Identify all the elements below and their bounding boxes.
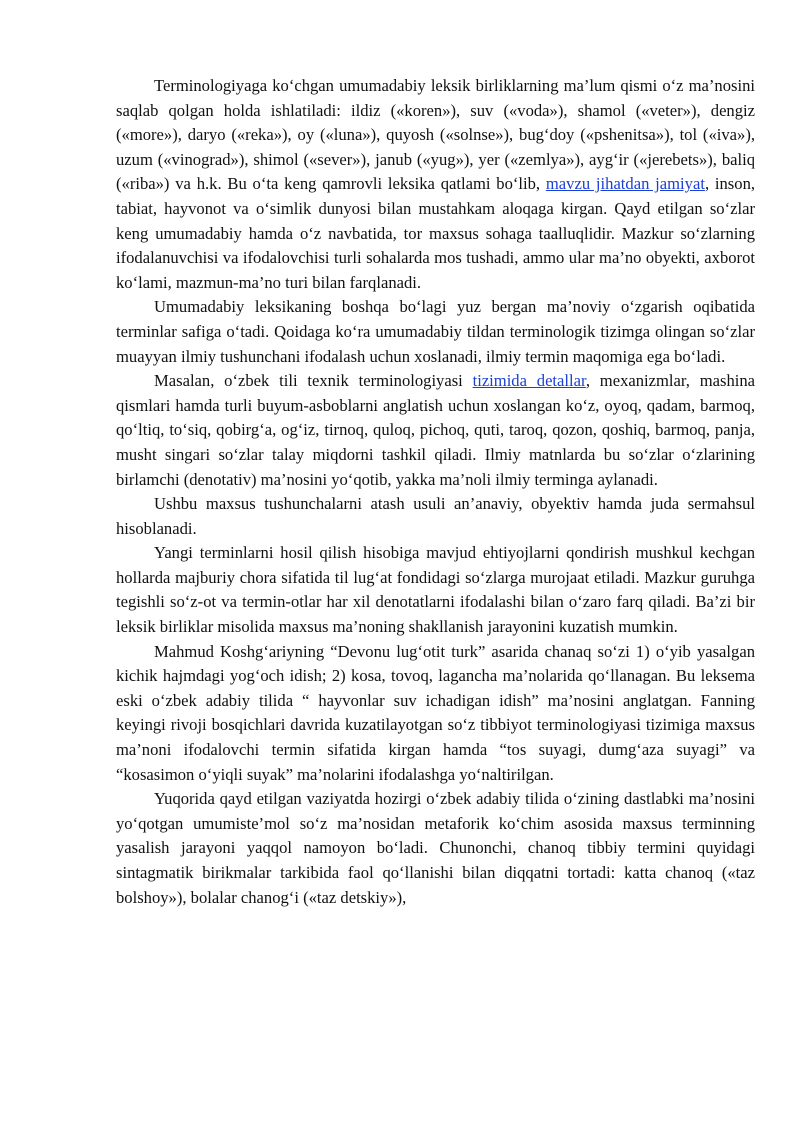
paragraph — [116, 74, 755, 295]
paragraph: Ushbu maxsus tushunchalarni atash usuli an’anaviy, obyektiv hamda juda sermahsul hisoblanadi. — [116, 494, 755, 538]
paragraph: Umumadabiy leksikaning boshqa bo‘lagi yuz bergan ma’noviy o‘zgarish oqibatida terminlar safiga o‘tadi. Qoidaga ko‘ra umumadabiy tildan terminologik tizimga olingan so‘zlar muayyan ilmiy tushunchani ifodalash uchun xoslanadi, ilmiy termin maqomiga ega bo‘ladi. — [116, 297, 755, 366]
paragraph: Mahmud Koshg‘ariyning “Devonu lug‘otit turk” asarida chanaq so‘zi 1) o‘yib yasalgan kichik hajmdagi yog‘och idish; 2) kosa, tovoq, lagancha ma’nolarida qo‘llanagan. Bu leksema eski o‘zbek adabiy tilida “ hayvonlar suv ichadigan idish” ma’nosini anglatgan. Fanning keyingi rivoji bosqichlari davrida kuzatilayotgan so‘z tibbiyot terminologiyasi tizimiga maxsus ma’noni ifodalovchi termin sifatida kirgan hamda “tos suyagi, dumg‘aza suyagi” va “kosasimon o‘yiqli suyak” ma’nolarini ifodalashga yo‘naltirilgan. — [116, 641, 755, 784]
paragraph-text: Terminologiyaga ko‘chgan umumadabiy leksik birliklarning ma’lum qismi o‘z ma’nosini saqlab qolgan holda ishlatiladi: ildiz («koren»), suv («voda»), shamol («veter»), dengiz («more»), daryo («reka»), oy («luna»), quyosh («solnse»), bug‘doy («pshenitsa»), tol («iva»), uzum («vinograd»), shimol («sever»), janub («yug»), yer («zemlya»), ayg‘ir («jerebets»), baliq («riba») va h.k. Bu o‘ta keng qamrovli leksika qatlami bo‘lib, — [116, 76, 755, 194]
hyperlink[interactable]: tizimida detallar — [472, 371, 586, 391]
document-page — [116, 74, 755, 910]
paragraph-text: , mexanizmlar, mashina qismlari hamda turli buyum-asboblarni anglatish uchun xoslangan ko‘z, oyoq, qadam, barmoq, qo‘ltiq, to‘siq, qobirg‘a, og‘iz, tirnoq, quloq, pichoq, quti, taroq, qozon, qoshiq, barmoq, panja, musht singari so‘zlar talay miqdorni tashkil qiladi. Ilmiy matnlarda bu so‘zlar o‘zlarining birlamchi (denotativ) ma’nosini yo‘qotib, yakka ma’noli ilmiy terminga aylanadi. — [116, 371, 756, 489]
paragraph: Yangi terminlarni hosil qilish hisobiga mavjud ehtiyojlarni qondirish mushkul kechgan hollarda majburiy chora sifatida til lug‘at fondidagi so‘zlarga murojaat etiladi. Mazkur guruhga tegishli so‘z-ot va termin-otlar har xil denotatlarni ifodalashi bilan o‘zaro farq qiladi. Ba’zi bir leksik birliklar misolida maxsus ma’noning shakllanish jarayonini kuzatish mumkin. — [116, 543, 755, 637]
hyperlink[interactable]: mavzu jihatdan jamiyat — [545, 174, 705, 194]
paragraph-text: Masalan, o‘zbek tili texnik terminologiyasi — [154, 371, 473, 391]
paragraph-text: , inson, tabiat, hayvonot va o‘simlik dunyosi bilan mustahkam aloqaga kirgan. Qayd etilgan so‘zlar keng umumadabiy hamda o‘z navbatida, tor maxsus sohaga taalluqlidir. Mazkur so‘zlarning ifodalanuvchisi va ifodalovchisi turli sohalarda mos tushadi, ammo ular ma’no obyekti, axborot ko‘lami, mazmun-ma’no turi bilan farqlanadi. — [116, 174, 756, 292]
paragraph: Yuqorida qayd etilgan vaziyatda hozirgi o‘zbek adabiy tilida o‘zining dastlabki ma’nosini yo‘qotgan umumiste’mol so‘z ma’nosidan metaforik ko‘chim asosida maxsus terminning yasalish jarayoni yaqqol namoyon bo‘ladi. Chunonchi, chanoq tibbiy termini quyidagi sintagmatik birikmalar tarkibida faol qo‘llanishi bilan diqqatni tortadi: katta chanoq («taz bolshoy»), bolalar chanog‘i («taz detskiy»), — [116, 789, 755, 907]
paragraph — [116, 369, 755, 492]
